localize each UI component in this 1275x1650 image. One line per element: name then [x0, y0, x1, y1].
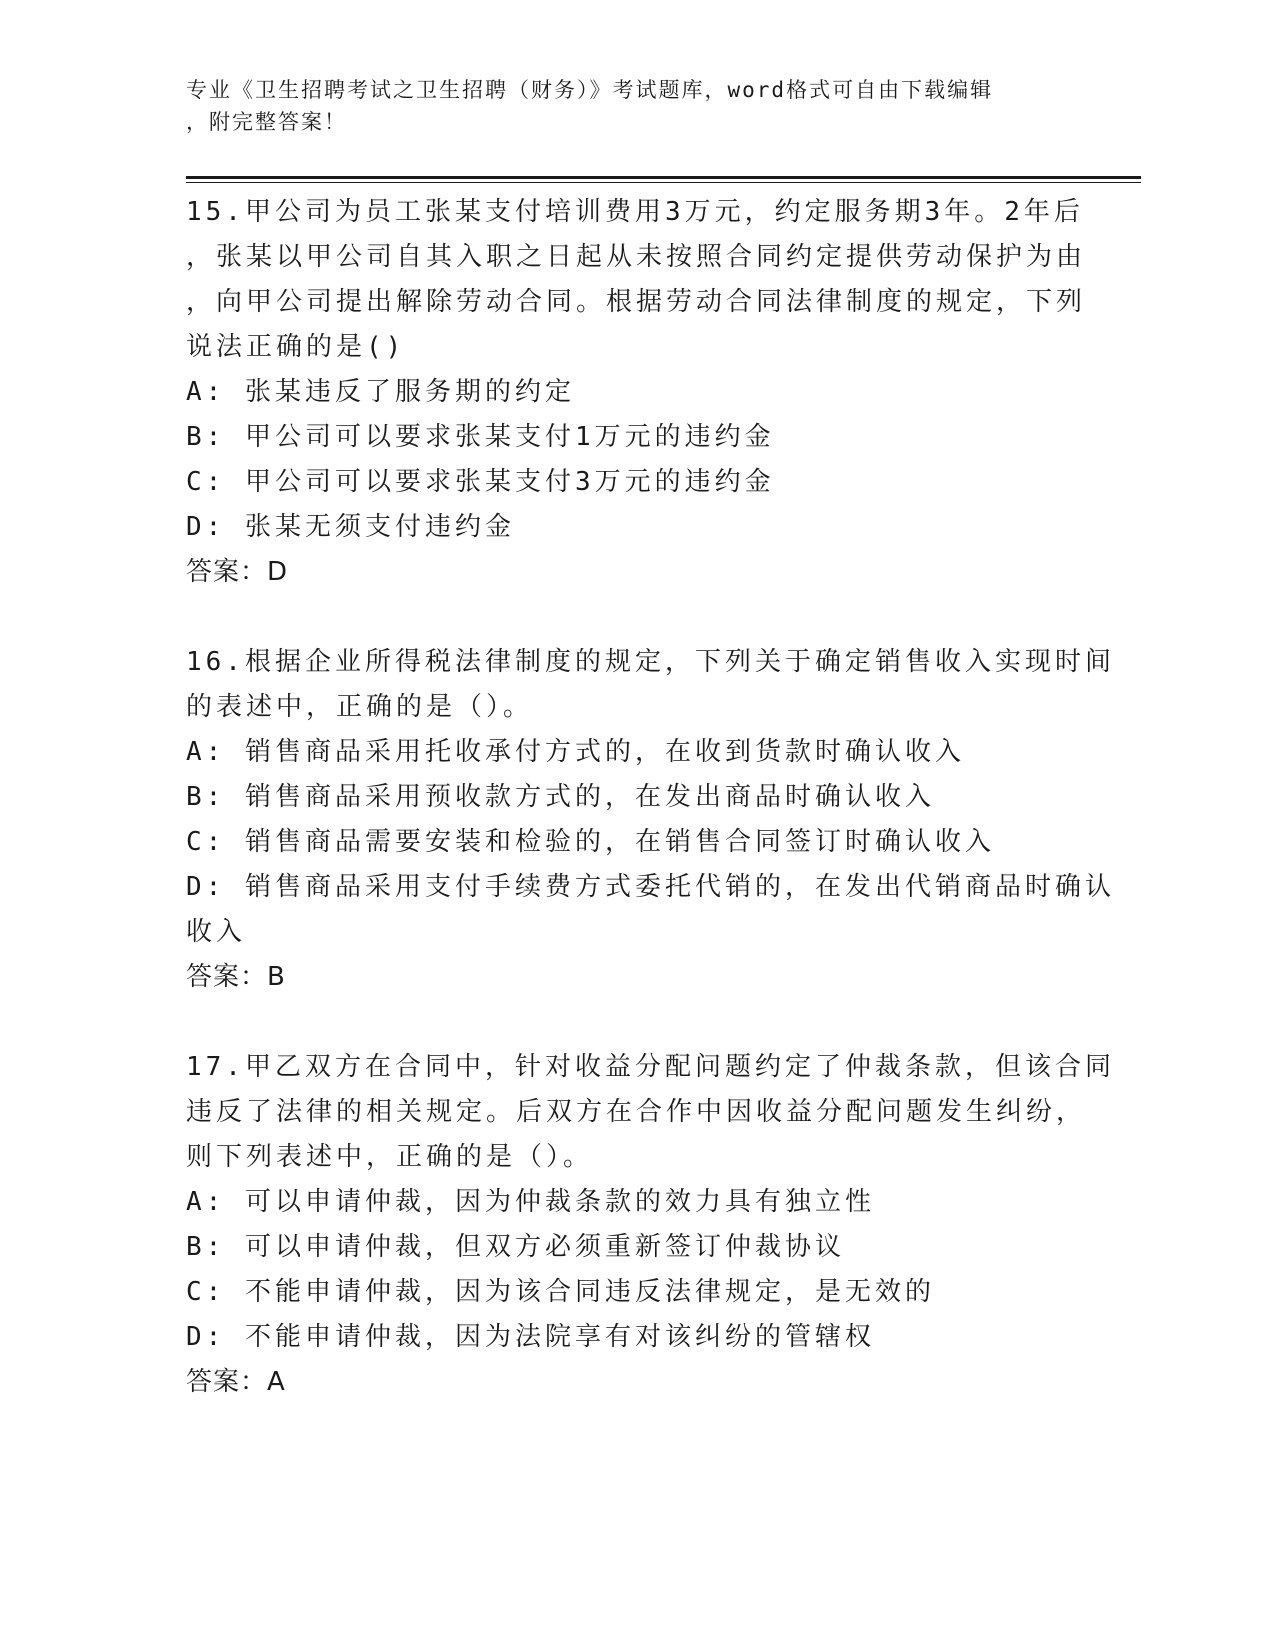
question-stem-line: 17.甲乙双方在合同中，针对收益分配问题约定了仲裁条款，但该合同	[186, 1052, 1115, 1082]
question-stem-line: 15.甲公司为员工张某支付培训费用3万元，约定服务期3年。2年后	[186, 197, 1084, 227]
question-stem-line: 说法正确的是()	[186, 332, 406, 362]
option-d: D: 销售商品采用支付手续费方式委托代销的，在发出代销商品时确认	[186, 872, 1115, 902]
question-list	[186, 190, 1115, 1450]
option-a: A: 可以申请仲裁，因为仲裁条款的效力具有独立性	[186, 1187, 875, 1217]
option-d: D: 不能申请仲裁，因为法院享有对该纠纷的管辖权	[186, 1322, 875, 1352]
header-line-2: ，附完整答案！	[186, 110, 347, 134]
option-c: C: 不能申请仲裁，因为该合同违反法律规定，是无效的	[186, 1277, 935, 1307]
question-16	[186, 640, 1115, 1000]
question-stem-line: ，向甲公司提出解除劳动合同。根据劳动合同法律制度的规定，下列	[186, 287, 1087, 317]
option-b: B: 甲公司可以要求张某支付1万元的违约金	[186, 422, 775, 452]
question-stem-line: ，张某以甲公司自其入职之日起从未按照合同约定提供劳动保护为由	[186, 242, 1087, 272]
option-c: C: 销售商品需要安装和检验的，在销售合同签订时确认收入	[186, 827, 995, 857]
header-divider-thick	[186, 176, 1141, 179]
question-15	[186, 190, 1086, 595]
answer-label: 答案：D	[186, 557, 289, 587]
answer-label: 答案：B	[186, 962, 286, 992]
question-stem-line: 的表述中，正确的是（）。	[186, 692, 534, 722]
question-stem-line: 则下列表述中，正确的是（）。	[186, 1142, 594, 1172]
question-stem-line: 16.根据企业所得税法律制度的规定，下列关于确定销售收入实现时间	[186, 647, 1115, 677]
option-d-continued: 收入	[186, 917, 247, 947]
question-17	[186, 1045, 1115, 1405]
option-d: D: 张某无须支付违约金	[186, 512, 515, 542]
option-a: A: 销售商品采用托收承付方式的，在收到货款时确认收入	[186, 737, 965, 767]
header-line-1: 专业《卫生招聘考试之卫生招聘（财务）》考试题库，word格式可自由下载编辑	[186, 78, 994, 102]
option-c: C: 甲公司可以要求张某支付3万元的违约金	[186, 467, 775, 497]
answer-label: 答案：A	[186, 1367, 286, 1397]
option-b: B: 可以申请仲裁，但双方必须重新签订仲裁协议	[186, 1232, 845, 1262]
header-divider-thin	[186, 182, 1141, 183]
question-stem-line: 违反了法律的相关规定。后双方在合作中因收益分配问题发生纠纷，	[186, 1097, 1087, 1127]
document-header	[186, 74, 1086, 138]
option-a: A: 张某违反了服务期的约定	[186, 377, 575, 407]
option-b: B: 销售商品采用预收款方式的，在发出商品时确认收入	[186, 782, 935, 812]
